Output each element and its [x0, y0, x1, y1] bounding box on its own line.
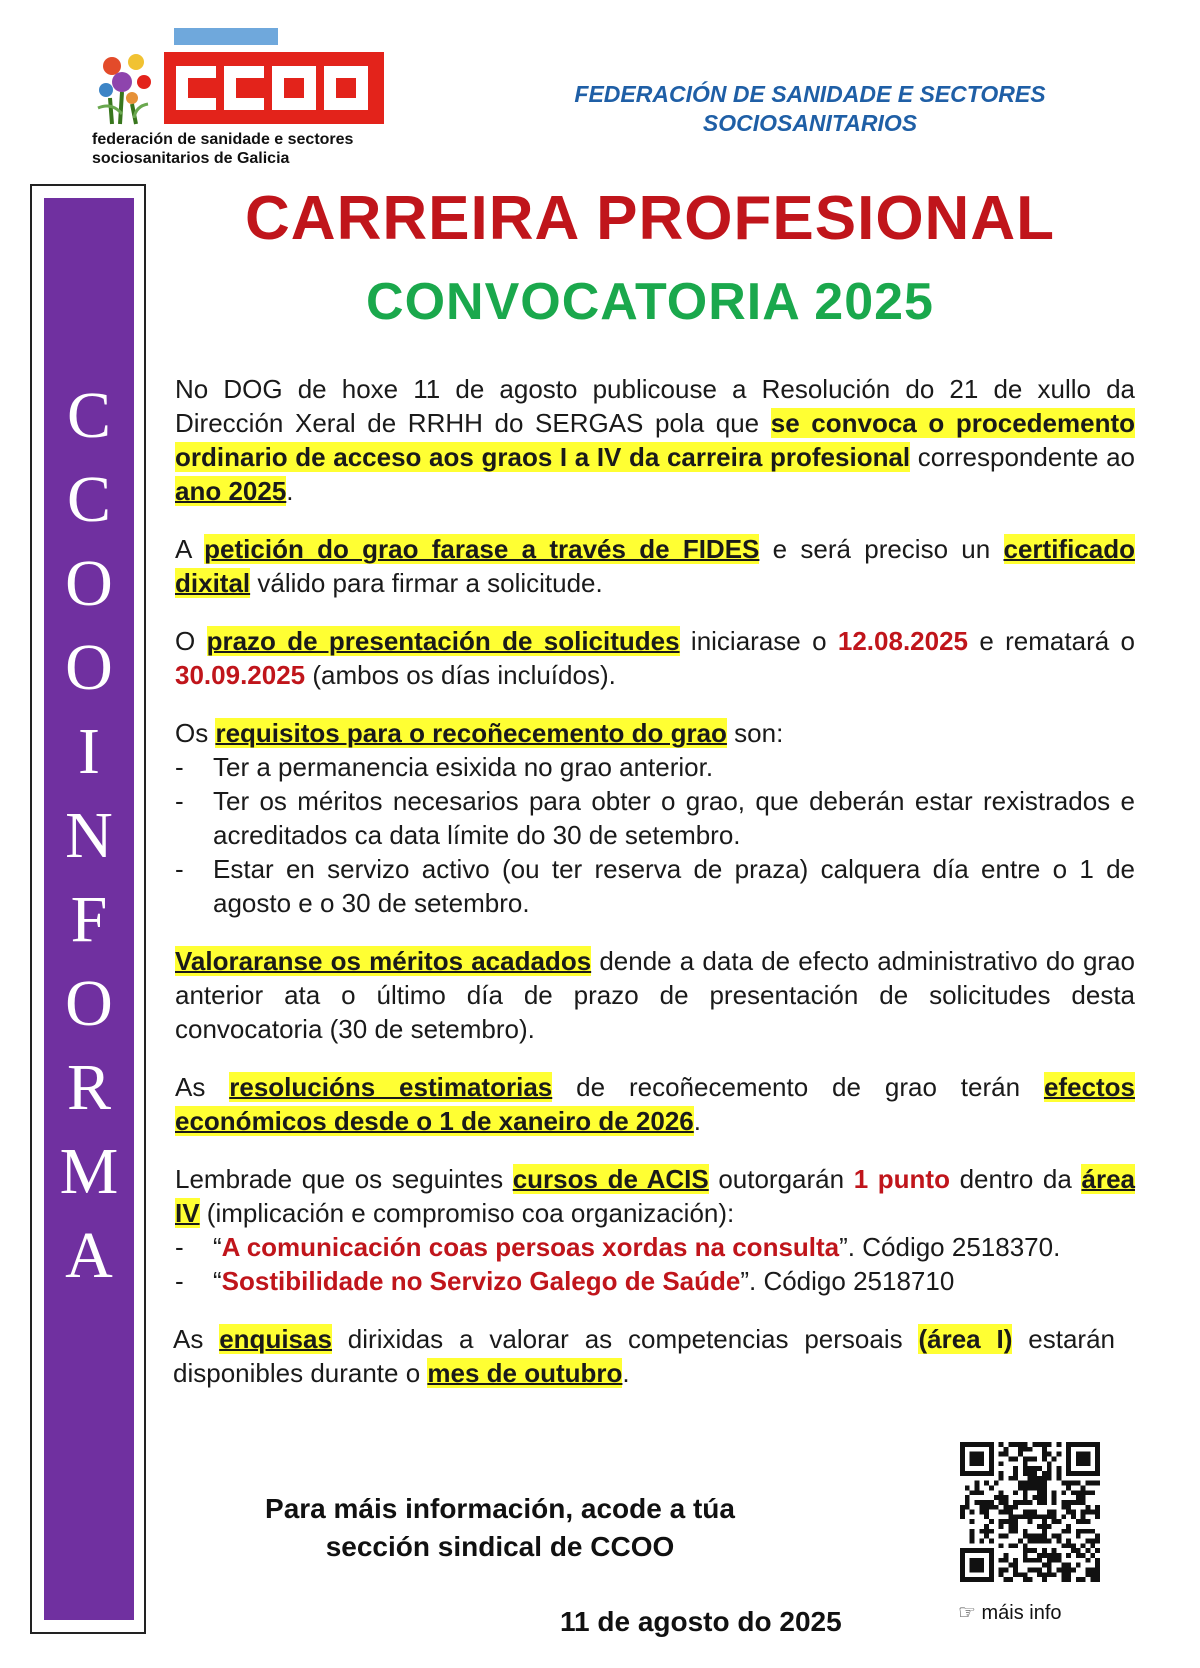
requirement-item — [175, 750, 1135, 784]
ccoo-informa-band — [44, 198, 134, 1620]
text: Os — [175, 718, 216, 748]
highlight: efectos económicos desde o 1 de xaneiro de 2026 — [175, 1072, 1135, 1136]
side-letter: C — [66, 379, 112, 452]
info-message — [200, 1490, 800, 1566]
text: válido para firmar a solicitude. — [250, 568, 603, 598]
text: iniciarase o — [679, 626, 838, 656]
side-letter: F — [70, 883, 108, 956]
text: As — [173, 1324, 220, 1354]
federation-line1: FEDERACIÓN DE SANIDADE E SECTORES — [574, 81, 1046, 107]
document-date: 11 de agosto do 2025 — [560, 1606, 842, 1637]
text: . — [693, 1106, 702, 1136]
ccoo-logo — [92, 28, 402, 168]
qr-code-icon[interactable] — [960, 1442, 1100, 1582]
highlight: enquisas — [219, 1324, 332, 1354]
requirement-text: Ter a permanencia esixida no grao anterior. — [213, 752, 714, 782]
side-frame — [30, 184, 146, 1634]
paragraph-surveys — [173, 1322, 1115, 1390]
side-vertical-text — [44, 374, 134, 1298]
paragraph-resolution — [175, 372, 1135, 508]
side-letter: N — [65, 799, 113, 872]
requirement-item — [175, 784, 1135, 852]
start-date: 12.08.2025 — [837, 626, 969, 656]
dash: - — [175, 1266, 184, 1296]
text: de recoñecemento de grao terán — [552, 1072, 1044, 1102]
quote: “ — [213, 1232, 222, 1262]
info-line2: sección sindical de CCOO — [325, 1531, 675, 1562]
requirement-text: Estar en servizo activo (ou ter reserva de praza) calquera día entre o 1 de agosto e o 30 de setembro. — [213, 854, 1135, 918]
document-body — [175, 372, 1135, 1390]
text: No DOG de hoxe 11 de agosto publicouse a Resolución do 21 de xullo da Dirección Xeral de RRHH do SERGAS pola que — [175, 374, 1135, 438]
text: A — [175, 534, 205, 564]
side-letter: A — [65, 1219, 113, 1292]
text: . — [286, 476, 294, 506]
text: Lembrade que os seguintes — [175, 1164, 513, 1194]
info-line1: Para máis información, acode a túa — [265, 1493, 735, 1524]
course-item — [175, 1230, 1135, 1264]
highlight: mes de outubro — [427, 1358, 623, 1388]
courses-intro — [175, 1162, 1135, 1230]
points: 1 punto — [853, 1164, 950, 1194]
text: dentro da — [949, 1164, 1082, 1194]
course-code: ”. Código 2518370. — [839, 1232, 1061, 1262]
highlight: (área I) — [918, 1324, 1013, 1354]
highlight: Valoraranse os méritos acadados — [175, 946, 592, 976]
highlight: ano 2025 — [175, 476, 287, 506]
paragraph-petition — [175, 532, 1135, 600]
text: (ambos os días incluídos). — [305, 660, 616, 690]
requirements-intro — [175, 716, 1135, 750]
logo-subtitle — [92, 130, 412, 168]
main-title: CARREIRA PROFESIONAL — [245, 184, 1055, 253]
text: . — [622, 1358, 630, 1388]
side-letter: O — [65, 967, 113, 1040]
course-item — [175, 1264, 1135, 1298]
paragraph-deadline — [175, 624, 1135, 692]
highlight: área IV — [175, 1164, 1135, 1228]
text: (implicación e compromiso coa organización): — [199, 1198, 735, 1228]
highlight: se convoca o procedemento ordinario de acceso aos graos I a IV da carreira profesional — [175, 408, 1135, 472]
dash: - — [175, 854, 184, 884]
course-code: ”. Código 2518710 — [740, 1266, 955, 1296]
dash: - — [175, 752, 184, 782]
requirement-text: Ter os méritos necesarios para obter o grao, que deberán estar rexistrados e acreditados ca data límite do 30 de setembro. — [213, 786, 1135, 850]
logo-subtitle-line1: federación de sanidade e sectores — [92, 131, 354, 148]
course-text — [213, 1230, 1135, 1264]
logo-subtitle-line2: sociosanitarios de Galicia — [92, 150, 290, 167]
more-info-label: ☞ máis info — [958, 1602, 1062, 1624]
highlight: requisitos para o recoñecemento do grao — [215, 718, 727, 748]
dash: - — [175, 1232, 184, 1262]
highlight: prazo de presentación de solicitudes — [206, 626, 680, 656]
end-date: 30.09.2025 — [175, 660, 306, 690]
highlight: cursos de ACIS — [512, 1164, 709, 1194]
text: e será preciso un — [759, 534, 1004, 564]
paragraph-courses — [175, 1162, 1135, 1298]
text: e rematará o — [968, 626, 1135, 656]
text: outorgarán — [708, 1164, 854, 1194]
course-name: A comunicación coas persoas xordas na consulta — [221, 1232, 840, 1262]
paragraph-requirements — [175, 716, 1135, 920]
course-text — [213, 1264, 1135, 1298]
federation-line2: SOCIOSANITARIOS — [702, 110, 918, 136]
highlight: petición do grao farase a través de FIDES — [204, 534, 760, 564]
paragraph-resolutions — [175, 1070, 1135, 1138]
side-letter: M — [59, 1135, 119, 1208]
text: dirixidas a valorar as competencias persoais — [331, 1324, 919, 1354]
ccoo-red-box — [164, 52, 384, 124]
side-letter: C — [66, 463, 112, 536]
logo-blue-bar — [174, 28, 278, 45]
side-letter: O — [65, 631, 113, 704]
sub-title: CONVOCATORIA 2025 — [366, 273, 934, 331]
requirement-item — [175, 852, 1135, 920]
text: O — [175, 626, 207, 656]
quote: “ — [213, 1266, 222, 1296]
side-letter: I — [78, 715, 100, 788]
paragraph-merits — [175, 944, 1135, 1046]
course-name: Sostibilidade no Servizo Galego de Saúde — [221, 1266, 741, 1296]
text: estarán disponibles durante o — [173, 1324, 1115, 1388]
flower-logo-icon — [92, 48, 162, 126]
dash: - — [175, 786, 184, 816]
federation-title — [520, 80, 1100, 138]
text: son: — [726, 718, 784, 748]
text: dende a data de efecto administrativo do grao anterior ata o último día de prazo de presentación de solicitudes desta convocatoria (30 de setembro). — [175, 946, 1135, 1044]
highlight: certificado dixital — [175, 534, 1135, 598]
text: As — [175, 1072, 230, 1102]
text: correspondente ao — [910, 442, 1135, 472]
highlight: resolucións estimatorias — [229, 1072, 553, 1102]
side-letter: R — [66, 1051, 112, 1124]
side-letter: O — [65, 547, 113, 620]
